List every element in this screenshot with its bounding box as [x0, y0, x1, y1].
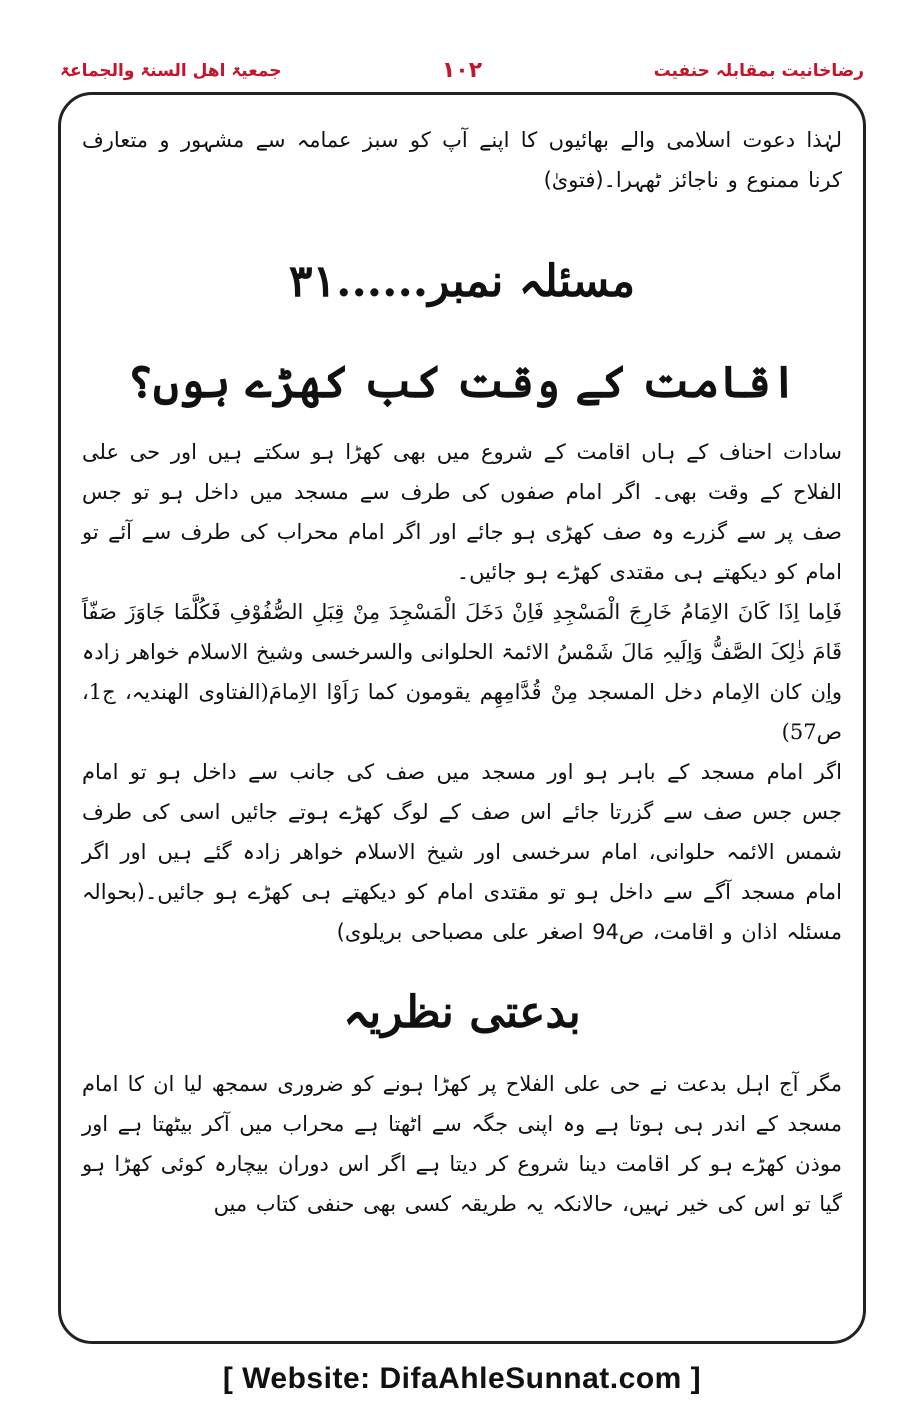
body-paragraph: سادات احناف کے ہاں اقامت کے شروع میں بھی کھڑا ہو سکتے ہیں اور حی علی الفلاح کے وقت بھی۔ اگر امام صفوں کی طرف سے مسجد میں داخل ہو تو جس صف پر سے گزرے وہ صف کھڑی ہو جائے اور اگر امام محراب کی طرف سے آئے تو امام کو دیکھتے ہی مقتدی کھڑے ہو جائیں۔ — [82, 440, 842, 584]
header-organization: جمعیۃ اھل السنۃ والجماعۃ — [60, 61, 282, 81]
page-number: ۱۰۲ — [441, 58, 483, 83]
header-book-title: رضاخانیت بمقابلہ حنفیت — [653, 61, 864, 81]
issue-number-heading: مسئلہ نمبر......۳۱ — [288, 256, 636, 307]
website-footer: [ Website: DifaAhleSunnat.com ] — [222, 1362, 702, 1395]
intro-paragraph: لہٰذا دعوت اسلامی والے بھائیوں کا اپنے آپ کو سبز عمامہ سے مشہور و متعارف کرنا ممنوع و ناجائز ٹھہرا۔(فتویٰ) — [82, 128, 842, 192]
translation-paragraph: اگر امام مسجد کے باہر ہو اور مسجد میں صف کی جانب سے داخل ہو تو امام جس جس صف سے گزرتا جائے اس صف کے لوگ کھڑے ہوتے جائیں اسی کی طرف شمس الائمہ حلوانی، امام سرخسی اور شیخ الاسلام خواھر زادہ گئے ہیں اور اگر امام مسجد آگے سے داخل ہو تو مقتدی امام کو دیکھتے ہی کھڑے ہو جائیں۔(بحوالہ مسئلہ اذان و اقامت، ص94 اصغر علی مصباحی بریلوی) — [82, 760, 842, 944]
running-header — [60, 58, 864, 88]
issue-title-heading: اقامت کے وقت کب کھڑے ہوں؟ — [127, 357, 797, 408]
arabic-quote: فَاِما اِذَا کَانَ الاِمَامُ خَارِجَ الْمَسْجِدِ فَاِنْ دَخَلَ الْمَسْجِدَ مِنْ قِبَلِ الصُّفُوْفِ فَکُلَّمَا جَاوَزَ صَفّاً قَامَ ذٰلِکَ الصَّفُّ وَاِلَیہِ مَالَ شَمْسُ الائمۃ الحلوانی والسرخسی وشیخ الاسلام خواھر زادہ واِن کان الاِمام دخل المسجد مِنْ قُدَّامِھِم یقومون کما رَاَوْا الاِمامَ(الفتاوی الھندیہ، ج1، ص57) — [82, 600, 842, 744]
page-content — [82, 120, 842, 1224]
bidati-paragraph: مگر آج اہل بدعت نے حی علی الفلاح پر کھڑا ہونے کو ضروری سمجھ لیا ان کا امام مسجد کے اندر ہی ہوتا ہے وہ اپنی جگہ سے اٹھتا ہے محراب میں آکر بیٹھتا ہے اور موذن کھڑے ہو کر اقامت دینا شروع کر دیتا ہے اگر اس دوران بیچارہ کوئی کھڑا ہو گیا تو اس کی خیر نہیں، حالانکہ یہ طریقہ کسی بھی حنفی کتاب میں — [82, 1072, 842, 1216]
section-heading: بدعتی نظریہ — [343, 987, 581, 1038]
